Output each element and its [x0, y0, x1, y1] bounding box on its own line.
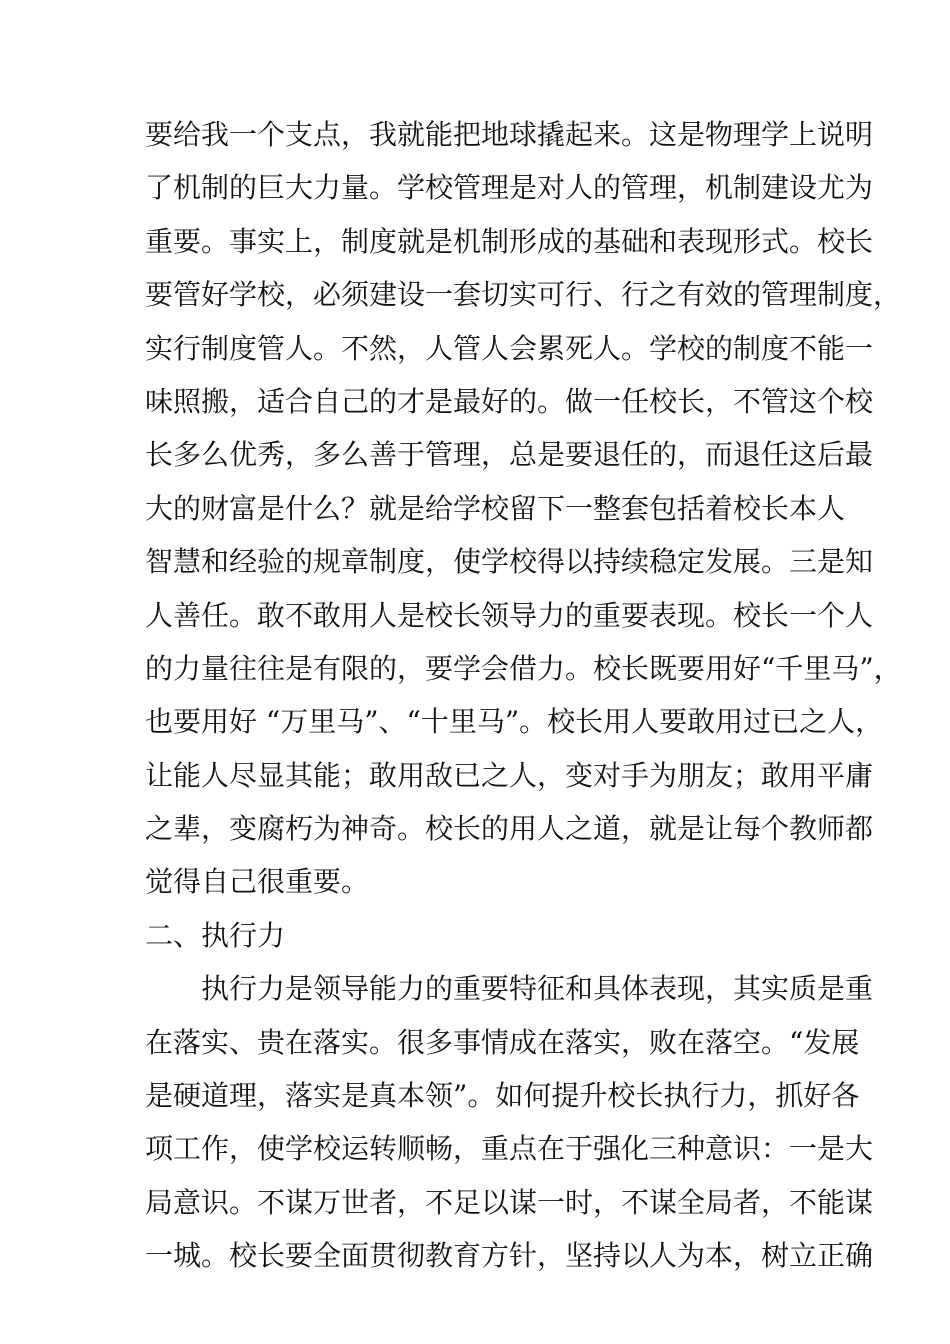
paragraph-line: 局意识。不谋万世者，不足以谋一时，不谋全局者，不能谋: [145, 1185, 874, 1219]
paragraph-first-line: 执行力是领导能力的重要特征和具体表现，其实质是重: [201, 972, 874, 1006]
document-body: [145, 108, 902, 1283]
paragraph-line: 是硬道理，落实是真本领”。如何提升校长执行力，抓好各: [145, 1079, 860, 1113]
paragraph-line: 重要。事实上，制度就是机制形成的基础和表现形式。校长: [145, 224, 874, 258]
paragraph-line: 了机制的巨大力量。学校管理是对人的管理，机制建设尤为: [145, 171, 874, 205]
paragraph-line: 长多么优秀，多么善于管理，总是要退任的，而退任这后最: [145, 438, 874, 472]
paragraph-line: 项工作，使学校运转顺畅，重点在于强化三种意识：一是大: [145, 1132, 874, 1166]
paragraph-line: 的力量往往是有限的，要学会借力。校长既要用好“千里马”，: [145, 651, 902, 685]
paragraph-line: 在落实、贵在落实。很多事情成在落实，败在落空。“发展: [145, 1025, 860, 1059]
paragraph-line: 人善任。敢不敢用人是校长领导力的重要表现。校长一个人: [145, 598, 874, 632]
paragraph-line: 要管好学校，必须建设一套切实可行、行之有效的管理制度，: [145, 278, 902, 312]
paragraph-last-line: 觉得自己很重要。: [145, 865, 370, 899]
paragraph-line: 智慧和经验的规章制度，使学校得以持续稳定发展。三是知: [145, 545, 874, 579]
section-heading: 二、执行力: [145, 918, 286, 952]
paragraph-line: 让能人尽显其能；敢用敌已之人，变对手为朋友；敢用平庸: [145, 758, 874, 792]
paragraph-line: 要给我一个支点，我就能把地球撬起来。这是物理学上说明: [145, 118, 874, 151]
paragraph-line: 味照搬，适合自己的才是最好的。做一任校长，不管这个校: [145, 384, 874, 418]
paragraph-line: 也要用好 “万里马”、“十里马”。校长用人要敢用过已之人，: [145, 705, 884, 739]
paragraph-line: 大的财富是什么？就是给学校留下一整套包括着校长本人: [145, 491, 846, 525]
paragraph-line: 一城。校长要全面贯彻教育方针，坚持以人为本，树立正确: [145, 1239, 874, 1273]
paragraph-line: 实行制度管人。不然，人管人会累死人。学校的制度不能一: [145, 331, 874, 365]
paragraph-line: 之辈，变腐朽为神奇。校长的用人之道，就是让每个教师都: [145, 812, 874, 846]
